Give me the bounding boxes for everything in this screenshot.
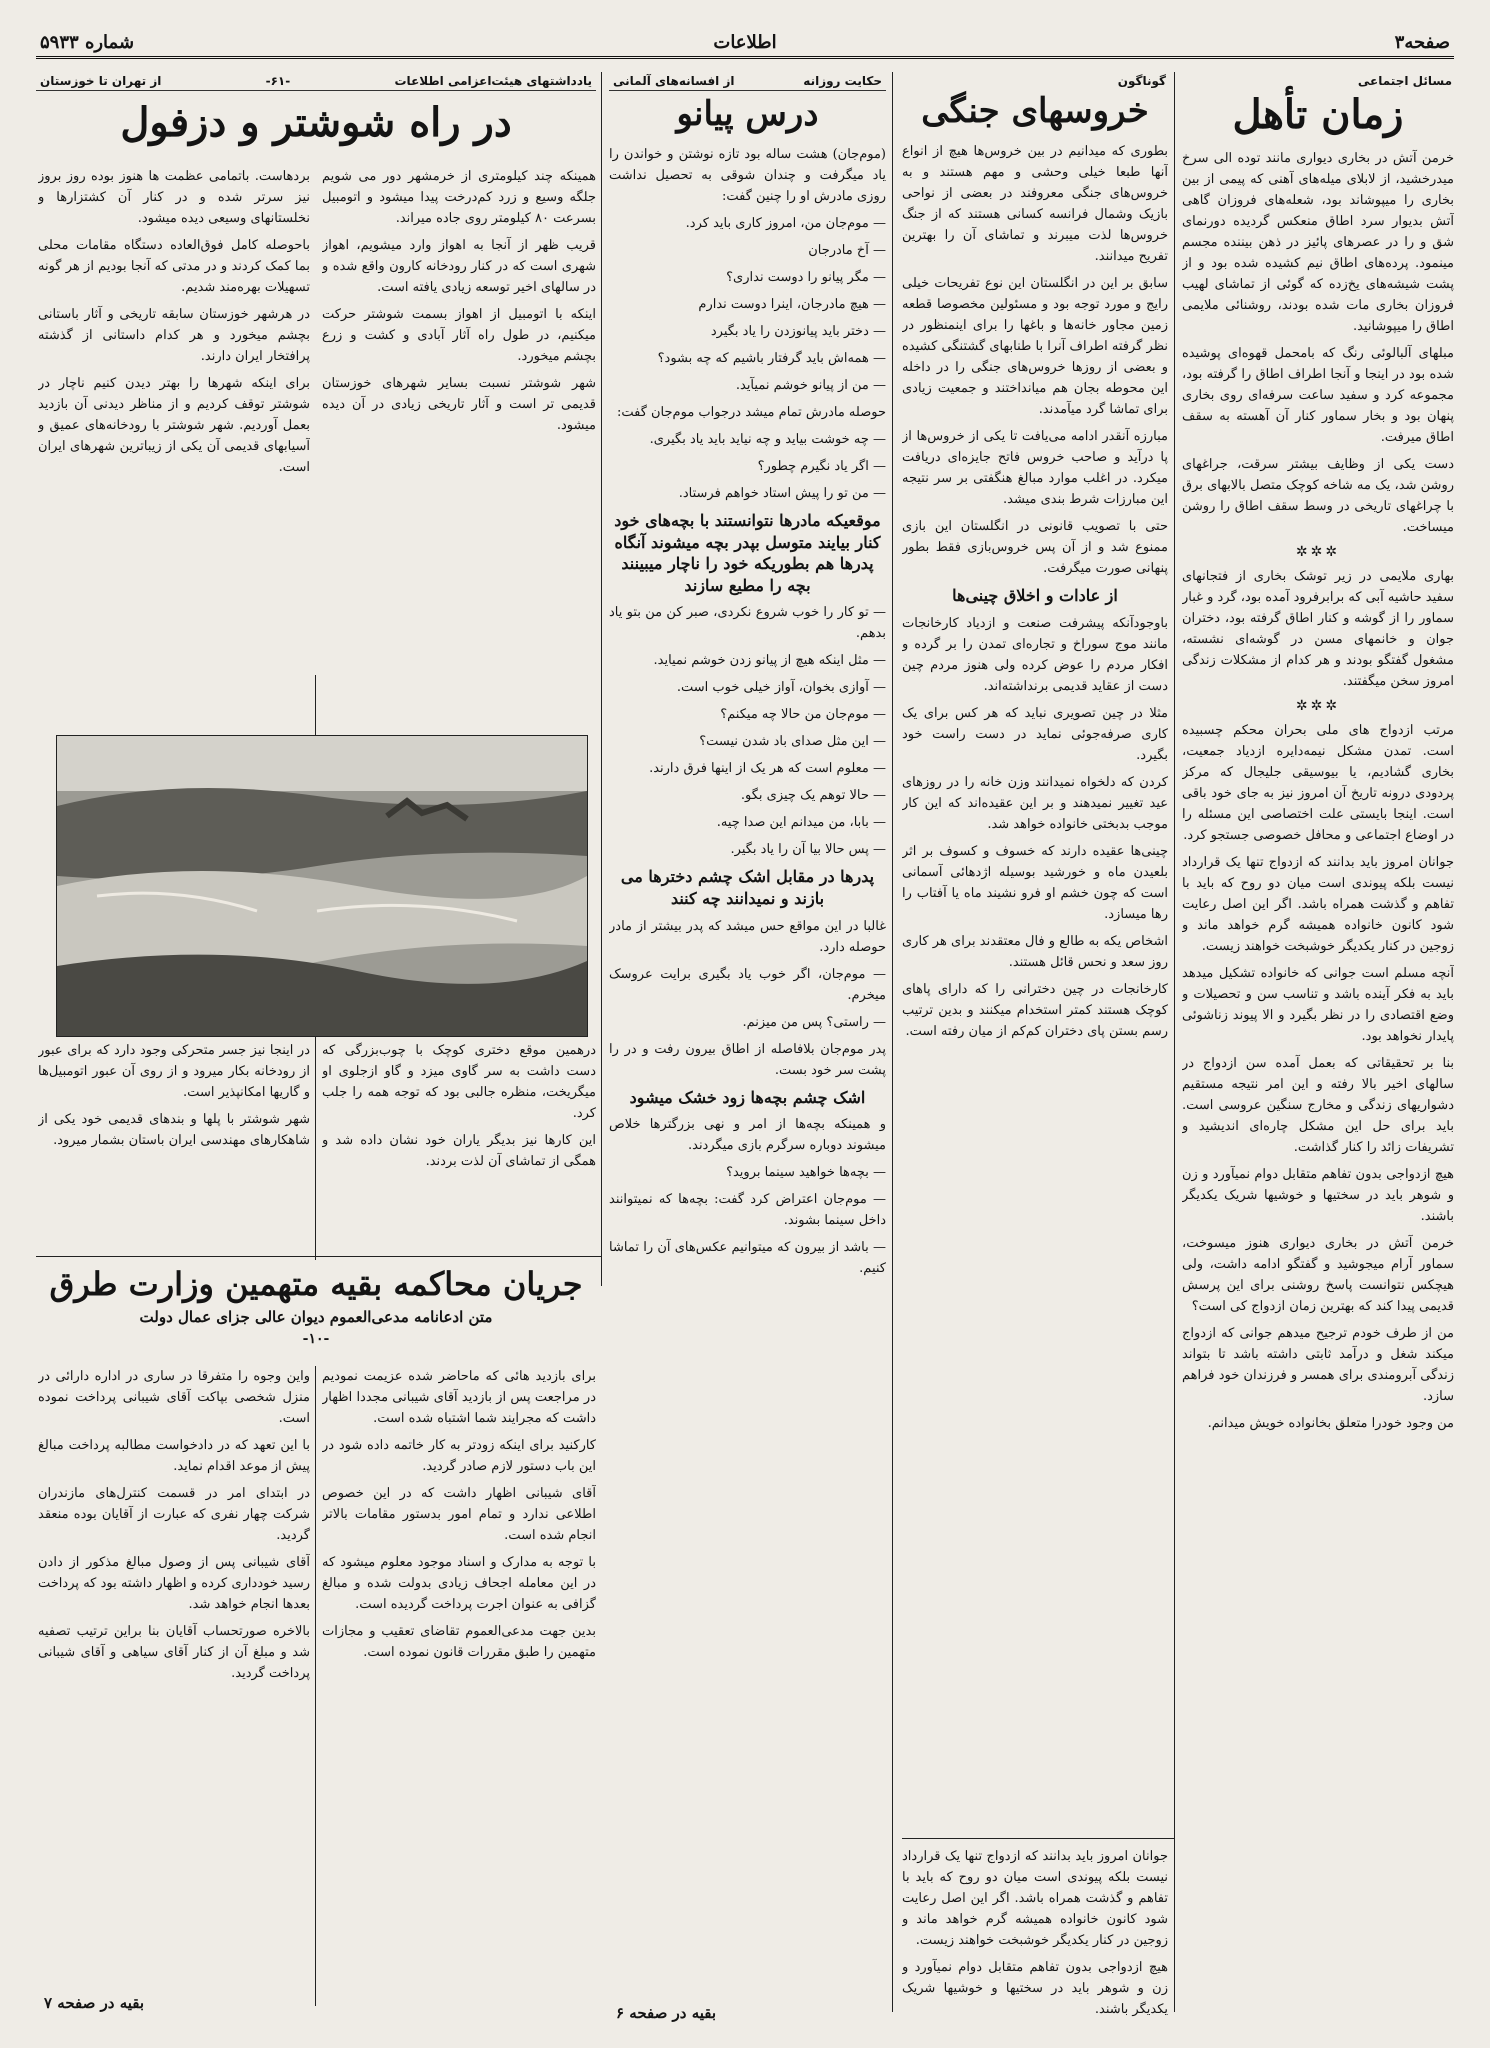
travel-column-right — [322, 166, 596, 726]
article-kicker — [36, 72, 596, 91]
dialog-line: — من از پیانو خوشم نمیآید. — [735, 378, 886, 394]
dialog-line: — حالا توهم یک چیزی بگو. — [740, 788, 886, 804]
paragraph: درهمین موقع دختری کوچک با چوب‌بزرگی که دست داشت به سر گاوی میزد و گاو ازجلوی او میگریخت، منظره جالبی بود که توجه همه را جلب کرد. — [322, 1043, 596, 1121]
paragraph: مبلهای آلبالوئی رنگ که بامحمل قهوه‌ای پوشیده شده بود در اینجا و آنجا اطراف اطاق را گرفته بود، مجموعه کرد و سفید ساعت سرفه‌ای روی بخاری پنهان بود و بخار سماور کنار آن آهسته به سقف اطاق میرفت. — [1182, 346, 1454, 445]
section-rule — [36, 1256, 601, 1257]
column-rule — [892, 72, 893, 2012]
paragraph: چینی‌ها عقیده دارند که خسوف و کسوف بر اثر بلعیدن ماه و خورشید بوسیله اژدهائی آسمانی است که چون خشم او فرو نشیند ماه یا آفتاب را رها میسازد. — [902, 843, 1168, 922]
column-rule — [601, 72, 602, 1286]
dialog-line: — تو کار را خوب شروع نکردی، صبر کن من بتو یاد بدهم. — [609, 605, 886, 642]
article-fighting-roosters — [902, 72, 1168, 1832]
paragraph: در اینجا نیز جسر متحرکی وجود دارد که برای عبور از رودخانه بکار میرود و از روی آن عبور اتومبیل‌ها و گاریها امکانپذیر است. — [38, 1043, 310, 1100]
kicker-mid: -۶۱- — [265, 74, 291, 88]
dialog-line: — باشد از بیرون که میتوانیم عکس‌های آن را تماشا کنیم. — [609, 1240, 886, 1277]
paragraph: باوجودآنکه پیشرفت صنعت و ازدیاد کارخانجات مانند موج سوراخ و تجاره‌ای تمدن را بر گرده و افکار مردم را عوض کرده ولی هنوز مردم چین دست از عقاید قدیمی برنداشته‌اند. — [902, 615, 1168, 694]
paragraph: اشخاص یکه به طالع و فال معتقدند برای هر کاری روز سعد و نحس قائل هستند. — [902, 933, 1168, 970]
paragraph: بهاری ملایمی در زیر توشک بخاری از فتجانهای سفید حاشیه آبی که برابرفرود آمده بود، گرد و غبار سماور را از گوشه و کنار اطاق گرفته بود، دختران جوان و خانمهای مسن در گوشه‌ای نشسته، مشغول گفتگو بودند و هر کدام از مشکلات زندگی امروز سخن میگفتند. — [1182, 569, 1454, 689]
river-photo — [56, 735, 588, 1037]
article-kicker: مسائل اجتماعی — [1357, 74, 1452, 88]
dialog-line: — چه خوشت بیاید و چه نیاید باید یاد بگیری. — [649, 432, 886, 448]
article-title: درس پیانو — [676, 94, 819, 134]
trial-column-left — [38, 1366, 310, 1966]
dialog-line: — بابا، من میدانم این صدا چیه. — [716, 815, 886, 831]
paragraph: آقای شیبانی پس از وصول مبالغ مذکور از دادن رسید خودداری کرده و اظهار داشته بود که پرداخت بعدها انجام خواهد شد. — [38, 1555, 310, 1612]
dialog-line: غالبا در این مواقع حس میشد که پدر بیشتر از مادر حوصله دارد. — [609, 918, 886, 955]
river-photo-illustration — [57, 736, 587, 1036]
trial-title: جریان محاکمه بقیه متهمین وزارت طرق — [49, 1265, 583, 1303]
dialog-line: — معلوم است که هر یک از اینها فرق دارند. — [649, 761, 886, 777]
travel-title-wrap — [36, 96, 596, 166]
paper-name: اطلاعات — [713, 32, 777, 53]
article-kicker — [609, 72, 886, 91]
paragraph: دست یکی از وظایف بیشتر سرقت، جراغهای روشن شد، یک مه شاخه کوچک متصل بالابهای برق با چراغهای تاریخی در وسط سقف اطاق را روشن میساخت. — [1182, 457, 1454, 535]
paragraph: هیچ ازدواجی بدون تفاهم متقابل دوام نمیآورد و زن و شوهر باید در سختیها و خوشیها شریک یکدیگر باشند. — [1182, 1167, 1454, 1224]
article-kicker: گوناگون — [1117, 74, 1166, 88]
dialog-line: — این مثل صدای باد شدن نیست؟ — [699, 734, 886, 750]
article-marriage-continued — [902, 1846, 1168, 2022]
dialog-line: — هیچ مادرجان، اینرا دوست ندارم — [698, 297, 886, 313]
dialog-line: — موم‌جان، اگر خوب یاد بگیری برایت عروسک میخرم. — [609, 966, 886, 1003]
issue-number: شماره ۵۹۳۳ — [40, 32, 135, 53]
article-title: در راه شوشتر و دزفول — [120, 99, 512, 146]
paragraph: مبارزه آنقدر ادامه می‌یافت تا یکی از خروس‌ها از پا درآید و صاحب خروس فاتح جایزه‌ای دریافت میکرد. در اغلب موارد مبالغ هنگفتی بر سر نتیجه این مبارزات شرط بندی میشد. — [902, 429, 1168, 508]
paragraph: با توجه به مدارک و اسناد موجود معلوم میشود که در این معامله اجحاف زیادی بدولت شده و مبالغ گزافی به عنوان اجرت پرداخت گردیده است. — [322, 1555, 596, 1612]
trial-column-right — [322, 1366, 596, 1966]
dialog-line: — همه‌اش باید گرفتار باشیم که چه بشود؟ — [657, 351, 886, 367]
dialog-line: پدر موم‌جان بلافاصله از اطاق بیرون رفت و در را پشت سر خود بست. — [609, 1041, 886, 1078]
paragraph: واین وجوه را متفرقا در ساری در اداره دارائی در منزل شخصی بپاکت آقای شیبانی پرداخت نموده است. — [38, 1369, 310, 1426]
paragraph: شهر شوشتر با پلها و بندهای قدیمی خود یکی از شاهکارهای مهندسی ایران باستان بشمار میرود. — [38, 1112, 310, 1148]
article-title: خروسهای جنگی — [921, 91, 1149, 131]
dialog-line: — مثل اینکه هیچ از پیانو زدن خوشم نمیاید. — [653, 653, 886, 669]
dialog-line: — موم‌جان اعتراض کرد گفت: بچه‌ها که نمیتوانند داخل سینما بشوند. — [609, 1192, 886, 1229]
paragraph: آنچه مسلم است جوانی که خانواده تشکیل میدهد باید به فکر آینده باشد و تناسب سن و تحصیلات و وضع اقتصادی را در نظر بگیرد و الا پیوند زناشوئی پایدار نخواهد بود. — [1182, 966, 1454, 1044]
paragraph: با این تعهد که در دادخواست مطالبه پرداخت مبالغ پیش از موعد اقدام نماید. — [38, 1438, 310, 1474]
dialog-line: — موم‌جان من، امروز کاری باید کرد. — [685, 216, 886, 232]
continuation-note: بقیه در صفحه ۶ — [616, 2004, 717, 2022]
paragraph: خرمن آتش در بخاری دیواری مانند توده الی سرخ میدرخشید، از لابلای میله‌های آهنی که پیمی از بین بخاری را میپوشاند بود، شعله‌های فروزان گاهی آتش بدیوار سرد اطاق منعکس گردیده دورنمای شق و را در عصرهای پائیز در ذهن بیننده مجسم مینمود. پرده‌های اطاق نیم کشیده شده بود و از پشت شیشه‌های یخ‌زده که گوئی از تماشای لهیب فروزان بخاری مات شده بودند، روشنائی ملایمی اطاق را میپوشانید. — [1182, 151, 1454, 334]
trial-header — [36, 1262, 596, 1362]
paragraph: (موم‌جان) هشت ساله بود تازه نوشتن و خواندن را یاد میگرفت و چندان شوقی به تحصیل نداشت روزی مادرش او را چنین گفت: — [609, 147, 886, 205]
paragraph: بالاخره صورتحساب آقایان بنا براین ترتیب تصفیه شد و مبلغ آن از کنار آقای سیاهی و آقای شیبانی پرداخت گردید. — [38, 1624, 310, 1681]
dialog-line: — اگر یاد نگیرم چطور؟ — [757, 459, 886, 475]
travel-bottom-right — [322, 1040, 596, 1250]
paragraph: خرمن آتش در بخاری دیواری هنوز میسوخت، سماور آرام میجوشید و گفتگو ادامه داشت، ولی هیچکس نتوانست پاسخ روشنی برای این پرسش قدیمی پیدا کند که بهترین زمان ازدواج کی است؟ — [1182, 1236, 1454, 1314]
kicker-right: حکایت روزانه — [803, 74, 882, 88]
paragraph: در ابتدای امر در قسمت کنترل‌های مازندران شرکت چهار نفری که عبارت از آقایان بوده منعقد گردید. — [38, 1486, 310, 1543]
paragraph: سابق بر این در انگلستان این نوع تفریحات خیلی رایج و مورد توجه بود و مسئولین مخصوصا قطعه زمین مجاور خانه‌ها و باغها را برای اینمنظور در نظر گرفته اطراف آنرا با طنابهای گشتنگی کشیده و بعضی از روزها خروس‌های جنگی را در داخله این محوطه بجان هم میانداختند و جمعیت زیادی برای تماشا گرد میآمدند. — [902, 276, 1168, 418]
paragraph: قریب ظهر از آنجا به اهواز وارد میشویم، اهواز شهری است که در کنار رودخانه کارون واقع شده و در سالهای اخیر توسعه زیادی یافته است. — [322, 238, 596, 295]
newspaper-page — [36, 30, 1454, 2028]
travel-column-left — [38, 166, 310, 726]
paragraph: من وجود خودرا متعلق بخانواده خویش میدانم. — [1207, 1416, 1454, 1431]
section-heading: اشک چشم بچه‌ها زود خشک میشود — [629, 1087, 866, 1107]
kicker-left: از افسانه‌های آلمانی — [613, 74, 735, 88]
paragraph: در هرشهر خوزستان سابقه تاریخی و آثار باستانی بچشم میخورد و هر کدام داستانی از گذشته پرافتخار ایران دارند. — [38, 307, 310, 364]
paragraph: حتی با تصویب قانونی در انگلستان این بازی ممنوع شد و از آن پس خروس‌بازی فقط بطور پنهانی صورت میگرفت. — [902, 519, 1168, 577]
paragraph: جوانان امروز باید بدانند که ازدواج تنها یک قرارداد نیست بلکه پیوندی است میان دو روح که باید با تفاهم و گذشت همراه باشد. اگر این اصل رعایت شود کانون خانواده همیشه گرم خواهد ماند و زوجین در کنار یکدیگر خوشبخت خواهند زیست. — [1182, 855, 1454, 954]
paragraph: بنا بر تحقیقاتی که بعمل آمده سن ازدواج در سالهای اخیر بالا رفته و این امر نتیجه مستقیم دشواریهای زندگی و مخارج سنگین عروسی است. باید برای حل این مشکل چاره‌ای اندیشید و تشریفات زائد را کنار گذاشت. — [1182, 1056, 1454, 1155]
dialog-line: — پس حالا بیا آن را یاد بگیر. — [730, 842, 886, 858]
divider-stars: ✲✲✲ — [1295, 698, 1341, 714]
dialog-line: — موم‌جان من حالا چه میکنم؟ — [720, 707, 886, 723]
dialog-line: — آوازی بخوان، آواز خیلی خوب است. — [676, 680, 886, 696]
page-number: صفحه۳ — [1394, 32, 1450, 53]
paragraph: هیچ ازدواجی بدون تفاهم متقابل دوام نمیآورد و زن و شوهر باید در سختیها و خوشیها شریک یکدیگر باشند. — [902, 1960, 1168, 2017]
dialog-line: — راستی؟ پس من میزنم. — [742, 1014, 886, 1030]
section-rule — [902, 1838, 1174, 1839]
column-rule — [1174, 72, 1175, 2012]
section-heading: موقعیکه مادرها نتوانستند با بچه‌های خود کنار بیایند متوسل بپدر بچه میشوند آنگاه پدرها هم بطوریکه خود را ناچار میبینند بچه را مطیع سازند — [614, 511, 881, 595]
dialog-line: — آخ مادرجان — [808, 243, 886, 259]
paragraph: کارخانجات در چین دخترانی را که دارای پاهای کوچک هستند کمتر استخدام میکنند و بدین ترتیب رسم بستن پای دختران کم‌کم از میان رفته است. — [902, 981, 1168, 1039]
paragraph: مرتب ازدواج های ملی بحران محکم چسبیده است. تمدن مشکل نیمه‌دایره ازدیاد جمعیت، بخاری گشادیم، یا بیوسیقی جلیجال که مرکز پردودی درونه تاریخ آن امروز نیز به جای خود باقی است. اینجا بایستی علت اختصاصی این مسئله را در اوضاع اجتماعی و محافل خصوصی جستجو کرد. — [1182, 723, 1454, 843]
paragraph: شهر شوشتر نسبت بسایر شهرهای خوزستان قدیمی تر است و آثار تاریخی زیادی در آن دیده میشود. — [322, 376, 596, 433]
masthead — [36, 30, 1454, 59]
article-piano-lesson — [609, 72, 886, 2022]
continuation-wrap — [616, 1998, 876, 2022]
dialog-line: — بچه‌ها خواهید سینما بروید؟ — [726, 1165, 886, 1181]
section-heading: از عادات و اخلاق چینی‌ها — [952, 586, 1118, 606]
dialog-line: — دختر باید پیانوزدن را یاد بگیرد — [710, 324, 886, 340]
paragraph: برای اینکه شهرها را بهتر دیدن کنیم ناچار در شوشتر توقف کردیم و از مناظر دیدنی آن بازدید بعمل آوردیم. شهر شوشتر با رودخانه‌های عمیق و آسیابهای قدیمی آن یکی از زیباترین شهرهای ایران است. — [38, 376, 310, 475]
dialog-line: — من تو را پیش استاد خواهم فرستاد. — [678, 486, 886, 502]
paragraph: برای بازدید هائی که ماحاضر شده عزیمت نمودیم در مراجعت پس از بازدید آقای شیبانی مجددا اظهار داشت که مجرایند شما اشتباه شده است. — [322, 1369, 596, 1426]
travel-bottom-left — [38, 1040, 310, 1250]
dialog-line: حوصله مادرش تمام میشد درجواب موم‌جان گفت: — [616, 405, 886, 421]
trial-continuation-wrap — [44, 1988, 304, 2012]
kicker-right: یادداشتهای هیئت‌اعزامی اطلاعات — [394, 74, 592, 88]
article-title: زمان تأهل — [1232, 91, 1404, 138]
paragraph: جوانان امروز باید بدانند که ازدواج تنها یک قرارداد نیست بلکه پیوندی است میان دو روح که باید با تفاهم و گذشت همراه باشد. اگر این اصل رعایت شود کانون خانواده همیشه گرم خواهد ماند و زوجین در کنار یکدیگر خوشبخت خواهند زیست. — [902, 1849, 1168, 1948]
article-marriage — [1182, 72, 1454, 2022]
serial-number: -۱۰- — [302, 1331, 330, 1348]
paragraph: بدین جهت مدعی‌العموم تقاضای تعقیب و مجازات متهمین را طبق مقررات قانون نموده است. — [322, 1624, 596, 1660]
column-rule — [315, 1366, 316, 2006]
trial-subtitle: متن ادعانامه مدعی‌العموم دیوان عالی جزای عمال دولت — [139, 1307, 493, 1326]
paragraph: کارکنید برای اینکه زودتر به کار خاتمه داده شود در این باب دستور لازم صادر گردید. — [322, 1438, 596, 1474]
kicker-left: از تهران تا خوزستان — [40, 74, 162, 88]
paragraph: همینکه چند کیلومتری از خرمشهر دور می شویم جلگه وسیع و زرد کم‌درخت پیدا میشود و اتومبیل بسرعت ۸۰ کیلومتر روی جاده میراند. — [322, 169, 596, 226]
paragraph: این کارها نیز بدیگر یاران خود نشان داده شد و همگی از تماشای آن لذت بردند. — [322, 1133, 596, 1169]
paragraph: مثلا در چین تصویری نباید که هر کس برای یک کاری صرفه‌جوئی نماید در دست راست خود بگیرد. — [902, 705, 1168, 763]
paragraph: باحوصله کامل فوق‌العاده دستگاه مقامات محلی بما کمک کردند و در مدتی که آنجا بودیم از هر گونه تسهیلات بهره‌مند شدیم. — [38, 238, 310, 295]
divider-stars: ✲✲✲ — [1295, 544, 1341, 560]
paragraph: من از طرف خودم ترجیح میدهم جوانی که ازدواج میکند شغل و درآمد ثابتی داشته باشد تا بتواند زندگی آبرومندی برای همسر و فرزندان خود فراهم سازد. — [1182, 1326, 1454, 1404]
continuation-note: بقیه در صفحه ۷ — [44, 1994, 145, 2012]
paragraph: بردهاست. باتمامی عظمت ها هنوز بوده روز بروز نیز سرتر شده و در کنار آن کشتزارها و نخلستانهای وسیعی دیده میشود. — [38, 169, 310, 226]
dialog-line: و همینکه بچه‌ها از امر و نهی بزرگترها خلاص میشوند دوباره سرگرم بازی میگردند. — [609, 1117, 886, 1154]
dialog-line: — مگر پیانو را دوست نداری؟ — [726, 270, 886, 286]
section-heading: پدرها در مقابل اشک چشم دخترها می بازند و نمیدانند چه کنند — [620, 867, 875, 909]
paragraph: آقای شیبانی اظهار داشت که در این خصوص اطلاعی ندارد و تمام امور بدستور مقامات بالاتر انجام شده است. — [322, 1486, 596, 1543]
paragraph: کردن که دلخواه نمیدانند وزن خانه را در روزهای عید تغییر نمیدهند و بر این عقیده‌اند که این کار موجب بدبختی خانواده خواهد شد. — [902, 774, 1168, 832]
paragraph: اینکه با اتومبیل از اهواز بسمت شوشتر حرکت میکنیم، در طول راه آثار آبادی و کشت و زرع بچشم میخورد. — [322, 307, 596, 364]
paragraph: بطوری که میدانیم در بین خروس‌ها هیچ از انواع آنها طبعا خیلی وحشی و مهم هستند و به خروس‌های جنگی معروفند در بعضی از نواحی بازیک وشمال فرانسه کسانی هستند که از جنگ خروس‌ها لذت میبرند و تماشای آن را بهترین تفریح میدانند. — [902, 144, 1168, 265]
